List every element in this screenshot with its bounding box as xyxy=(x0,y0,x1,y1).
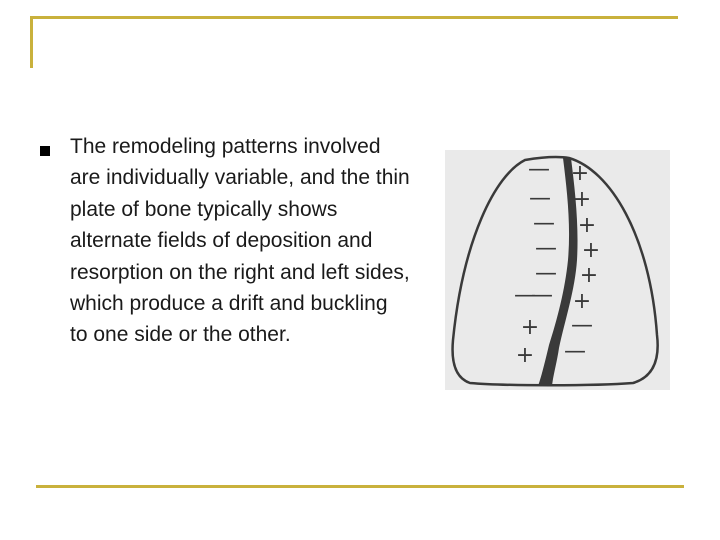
sign-right-4: + xyxy=(581,238,601,263)
sign-right-8: — xyxy=(564,339,586,364)
frame-bottom-rule xyxy=(36,485,684,488)
sign-right-2: + xyxy=(572,187,592,212)
bone-remodeling-diagram xyxy=(445,150,670,390)
sign-right-6: + xyxy=(572,289,592,314)
sign-right-3: + xyxy=(577,213,597,238)
sign-left-8: + xyxy=(520,315,540,340)
sign-left-6: — xyxy=(531,283,553,308)
sign-left-7: — xyxy=(514,283,536,308)
sign-right-5: + xyxy=(579,263,599,288)
bullet-text: The remodeling patterns involved are individually variable, and the thin plate of bone typically shows alternate fields of deposition and resorption on the right and left sides, which produce a drift and buckling to one side or the other. xyxy=(70,135,410,347)
sign-right-7: — xyxy=(571,313,593,338)
sign-left-4: — xyxy=(535,236,557,261)
bullet-square-icon xyxy=(40,146,50,156)
diagram-svg xyxy=(445,150,670,390)
sign-right-1: + xyxy=(570,161,590,186)
frame-left-rule xyxy=(30,16,33,68)
sign-left-9: + xyxy=(515,343,535,368)
sign-left-1: — xyxy=(528,157,550,182)
sign-left-3: — xyxy=(533,211,555,236)
sign-left-5: — xyxy=(535,261,557,286)
frame-top-rule xyxy=(30,16,678,19)
sign-left-2: — xyxy=(529,186,551,211)
